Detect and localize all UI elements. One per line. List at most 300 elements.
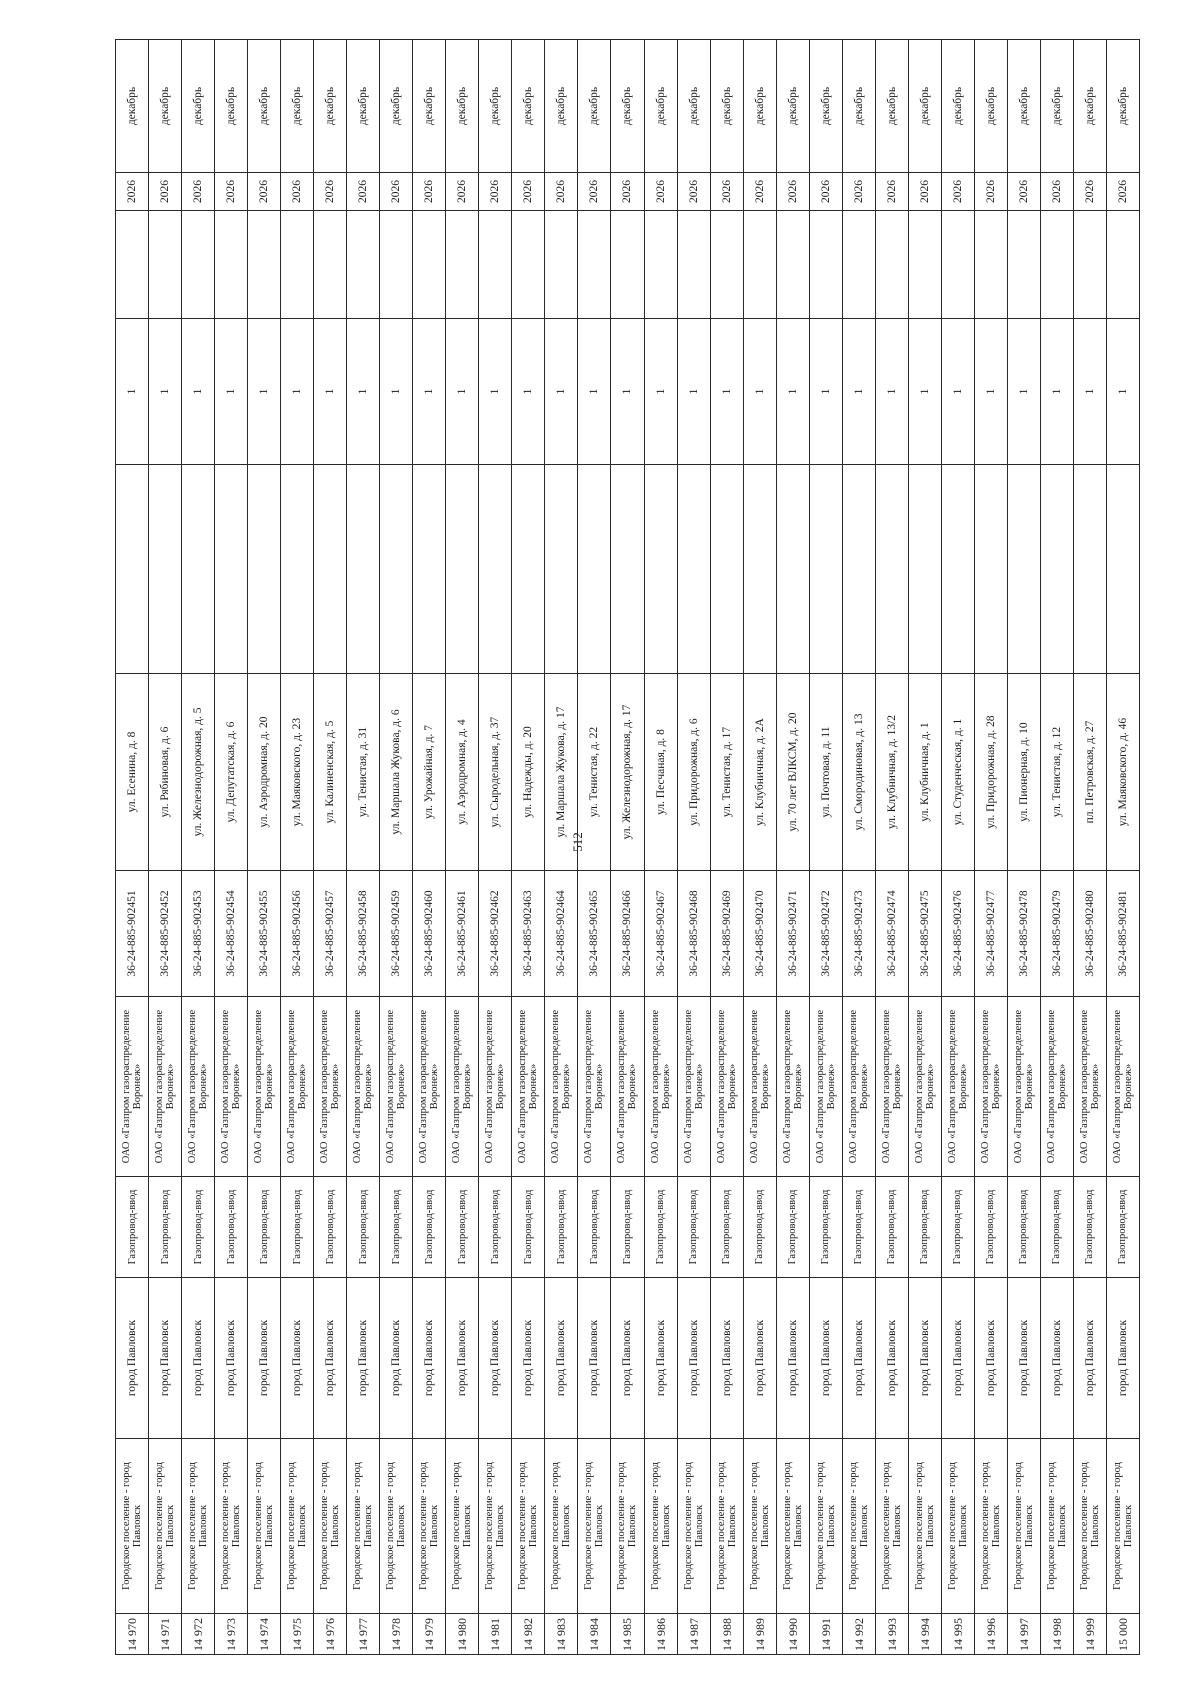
quantity-cell: 1 <box>413 319 446 465</box>
locality-cell: город Павловск <box>1106 1278 1139 1439</box>
year-cell: 2026 <box>413 173 446 211</box>
address-cell: ул. Пионерная, д. 10 <box>1007 674 1040 871</box>
object-type-cell: Газопровод-ввод <box>875 1177 908 1278</box>
object-type-cell: Газопровод-ввод <box>1007 1177 1040 1278</box>
settlement-cell: Городское поселение - город Павловск <box>677 1439 710 1614</box>
owner-cell: ОАО «Газпром газораспределение Воронеж» <box>182 997 215 1177</box>
month-cell: декабрь <box>248 40 281 173</box>
locality-cell: город Павловск <box>974 1278 1007 1439</box>
object-code-cell: 36-24-885-902475 <box>908 871 941 997</box>
year-cell: 2026 <box>314 173 347 211</box>
gas-inputs-table <box>115 39 1140 1655</box>
row-number: 14 973 <box>215 1614 248 1655</box>
empty-cell <box>149 465 182 674</box>
settlement-cell: Городское поселение - город Павловск <box>281 1439 314 1614</box>
settlement-cell: Городское поселение - город Павловск <box>149 1439 182 1614</box>
quantity-cell: 1 <box>380 319 413 465</box>
empty-cell <box>644 465 677 674</box>
quantity-cell: 1 <box>743 319 776 465</box>
year-cell: 2026 <box>182 173 215 211</box>
year-cell: 2026 <box>611 173 644 211</box>
owner-cell: ОАО «Газпром газораспределение Воронеж» <box>677 997 710 1177</box>
object-code-cell: 36-24-885-902472 <box>809 871 842 997</box>
locality-cell: город Павловск <box>149 1278 182 1439</box>
empty-cell <box>215 211 248 319</box>
year-cell: 2026 <box>1106 173 1139 211</box>
quantity-cell: 1 <box>545 319 578 465</box>
locality-cell: город Павловск <box>743 1278 776 1439</box>
object-code-cell: 36-24-885-902461 <box>446 871 479 997</box>
row-number: 15 000 <box>1106 1614 1139 1655</box>
month-cell: декабрь <box>578 40 611 173</box>
object-code-cell: 36-24-885-902458 <box>347 871 380 997</box>
object-code-cell: 36-24-885-902469 <box>710 871 743 997</box>
empty-cell <box>182 465 215 674</box>
row-number: 14 990 <box>776 1614 809 1655</box>
object-type-cell: Газопровод-ввод <box>314 1177 347 1278</box>
object-type-cell: Газопровод-ввод <box>677 1177 710 1278</box>
year-cell: 2026 <box>545 173 578 211</box>
object-code-cell: 36-24-885-902464 <box>545 871 578 997</box>
empty-cell <box>281 211 314 319</box>
object-type-cell: Газопровод-ввод <box>281 1177 314 1278</box>
month-cell: декабрь <box>314 40 347 173</box>
empty-cell <box>314 211 347 319</box>
row-number: 14 993 <box>875 1614 908 1655</box>
month-cell: декабрь <box>611 40 644 173</box>
empty-cell <box>347 465 380 674</box>
address-cell: ул. Есенина, д. 8 <box>116 674 149 871</box>
table-row <box>1040 40 1073 1655</box>
empty-cell <box>347 211 380 319</box>
table-row <box>215 40 248 1655</box>
year-cell: 2026 <box>1007 173 1040 211</box>
object-code-cell: 36-24-885-902462 <box>479 871 512 997</box>
table-row <box>743 40 776 1655</box>
empty-cell <box>413 465 446 674</box>
quantity-cell: 1 <box>908 319 941 465</box>
object-type-cell: Газопровод-ввод <box>908 1177 941 1278</box>
month-cell: декабрь <box>512 40 545 173</box>
empty-cell <box>446 465 479 674</box>
locality-cell: город Павловск <box>1040 1278 1073 1439</box>
locality-cell: город Павловск <box>776 1278 809 1439</box>
object-code-cell: 36-24-885-902467 <box>644 871 677 997</box>
row-number: 14 984 <box>578 1614 611 1655</box>
settlement-cell: Городское поселение - город Павловск <box>1106 1439 1139 1614</box>
month-cell: декабрь <box>677 40 710 173</box>
table-row <box>149 40 182 1655</box>
quantity-cell: 1 <box>776 319 809 465</box>
row-number: 14 986 <box>644 1614 677 1655</box>
object-code-cell: 36-24-885-902480 <box>1073 871 1106 997</box>
table-row <box>875 40 908 1655</box>
address-cell: ул. Маяковского, д. 46 <box>1106 674 1139 871</box>
owner-cell: ОАО «Газпром газораспределение Воронеж» <box>281 997 314 1177</box>
table-row <box>116 40 149 1655</box>
empty-cell <box>281 465 314 674</box>
object-type-cell: Газопровод-ввод <box>611 1177 644 1278</box>
address-cell: ул. Почтовая, д. 11 <box>809 674 842 871</box>
object-type-cell: Газопровод-ввод <box>1073 1177 1106 1278</box>
object-code-cell: 36-24-885-902481 <box>1106 871 1139 997</box>
owner-cell: ОАО «Газпром газораспределение Воронеж» <box>413 997 446 1177</box>
locality-cell: город Павловск <box>248 1278 281 1439</box>
address-cell: ул. Клубничная, д. 13/2 <box>875 674 908 871</box>
empty-cell <box>842 465 875 674</box>
row-number: 14 991 <box>809 1614 842 1655</box>
table-row <box>347 40 380 1655</box>
empty-cell <box>578 211 611 319</box>
empty-cell <box>116 465 149 674</box>
empty-cell <box>677 465 710 674</box>
year-cell: 2026 <box>1040 173 1073 211</box>
object-code-cell: 36-24-885-902453 <box>182 871 215 997</box>
settlement-cell: Городское поселение - город Павловск <box>512 1439 545 1614</box>
owner-cell: ОАО «Газпром газораспределение Воронеж» <box>1007 997 1040 1177</box>
object-code-cell: 36-24-885-902479 <box>1040 871 1073 997</box>
month-cell: декабрь <box>809 40 842 173</box>
quantity-cell: 1 <box>182 319 215 465</box>
row-number: 14 997 <box>1007 1614 1040 1655</box>
locality-cell: город Павловск <box>314 1278 347 1439</box>
year-cell: 2026 <box>644 173 677 211</box>
quantity-cell: 1 <box>677 319 710 465</box>
quantity-cell: 1 <box>314 319 347 465</box>
empty-cell <box>314 465 347 674</box>
table-row <box>281 40 314 1655</box>
year-cell: 2026 <box>281 173 314 211</box>
month-cell: декабрь <box>446 40 479 173</box>
empty-cell <box>380 465 413 674</box>
rotated-table-container <box>115 40 1140 1655</box>
owner-cell: ОАО «Газпром газораспределение Воронеж» <box>710 997 743 1177</box>
object-type-cell: Газопровод-ввод <box>116 1177 149 1278</box>
empty-cell <box>1007 465 1040 674</box>
quantity-cell: 1 <box>479 319 512 465</box>
empty-cell <box>743 465 776 674</box>
settlement-cell: Городское поселение - город Павловск <box>380 1439 413 1614</box>
empty-cell <box>743 211 776 319</box>
object-code-cell: 36-24-885-902452 <box>149 871 182 997</box>
address-cell: ул. Урожайная, д. 7 <box>413 674 446 871</box>
table-row <box>512 40 545 1655</box>
address-cell: ул. Маяковского, д. 23 <box>281 674 314 871</box>
empty-cell <box>1106 211 1139 319</box>
row-number: 14 970 <box>116 1614 149 1655</box>
object-type-cell: Газопровод-ввод <box>743 1177 776 1278</box>
locality-cell: город Павловск <box>545 1278 578 1439</box>
empty-cell <box>149 211 182 319</box>
empty-cell <box>1007 211 1040 319</box>
quantity-cell: 1 <box>446 319 479 465</box>
address-cell: ул. Тенистая, д. 22 <box>578 674 611 871</box>
owner-cell: ОАО «Газпром газораспределение Воронеж» <box>347 997 380 1177</box>
address-cell: ул. Сыродельная, д. 37 <box>479 674 512 871</box>
year-cell: 2026 <box>1073 173 1106 211</box>
address-cell: ул. Рябиновая, д. 6 <box>149 674 182 871</box>
object-type-cell: Газопровод-ввод <box>215 1177 248 1278</box>
row-number: 14 972 <box>182 1614 215 1655</box>
row-number: 14 977 <box>347 1614 380 1655</box>
month-cell: декабрь <box>413 40 446 173</box>
settlement-cell: Городское поселение - город Павловск <box>743 1439 776 1614</box>
year-cell: 2026 <box>743 173 776 211</box>
month-cell: декабрь <box>149 40 182 173</box>
empty-cell <box>941 465 974 674</box>
row-number: 14 978 <box>380 1614 413 1655</box>
object-code-cell: 36-24-885-902474 <box>875 871 908 997</box>
owner-cell: ОАО «Газпром газораспределение Воронеж» <box>578 997 611 1177</box>
owner-cell: ОАО «Газпром газораспределение Воронеж» <box>545 997 578 1177</box>
table-row <box>710 40 743 1655</box>
row-number: 14 975 <box>281 1614 314 1655</box>
object-type-cell: Газопровод-ввод <box>347 1177 380 1278</box>
settlement-cell: Городское поселение - город Павловск <box>644 1439 677 1614</box>
object-type-cell: Газопровод-ввод <box>578 1177 611 1278</box>
settlement-cell: Городское поселение - город Павловск <box>116 1439 149 1614</box>
object-type-cell: Газопровод-ввод <box>380 1177 413 1278</box>
year-cell: 2026 <box>479 173 512 211</box>
year-cell: 2026 <box>710 173 743 211</box>
owner-cell: ОАО «Газпром газораспределение Воронеж» <box>941 997 974 1177</box>
empty-cell <box>380 211 413 319</box>
settlement-cell: Городское поселение - город Павловск <box>875 1439 908 1614</box>
empty-cell <box>578 465 611 674</box>
object-type-cell: Газопровод-ввод <box>974 1177 1007 1278</box>
address-cell: ул. Маршала Жукова, д. 17 <box>545 674 578 871</box>
empty-cell <box>842 211 875 319</box>
year-cell: 2026 <box>248 173 281 211</box>
object-type-cell: Газопровод-ввод <box>1040 1177 1073 1278</box>
locality-cell: город Павловск <box>347 1278 380 1439</box>
month-cell: декабрь <box>1106 40 1139 173</box>
empty-cell <box>809 465 842 674</box>
empty-cell <box>941 211 974 319</box>
settlement-cell: Городское поселение - город Павловск <box>809 1439 842 1614</box>
locality-cell: город Павловск <box>479 1278 512 1439</box>
month-cell: декабрь <box>380 40 413 173</box>
object-code-cell: 36-24-885-902477 <box>974 871 1007 997</box>
empty-cell <box>677 211 710 319</box>
owner-cell: ОАО «Газпром газораспределение Воронеж» <box>314 997 347 1177</box>
quantity-cell: 1 <box>875 319 908 465</box>
object-type-cell: Газопровод-ввод <box>512 1177 545 1278</box>
address-cell: ул. Клубничная, д. 2А <box>743 674 776 871</box>
locality-cell: город Павловск <box>908 1278 941 1439</box>
quantity-cell: 1 <box>974 319 1007 465</box>
empty-cell <box>545 465 578 674</box>
month-cell: декабрь <box>182 40 215 173</box>
year-cell: 2026 <box>842 173 875 211</box>
year-cell: 2026 <box>512 173 545 211</box>
quantity-cell: 1 <box>281 319 314 465</box>
table-row <box>677 40 710 1655</box>
table-row <box>908 40 941 1655</box>
owner-cell: ОАО «Газпром газораспределение Воронеж» <box>479 997 512 1177</box>
settlement-cell: Городское поселение - город Павловск <box>413 1439 446 1614</box>
table-row <box>809 40 842 1655</box>
owner-cell: ОАО «Газпром газораспределение Воронеж» <box>446 997 479 1177</box>
settlement-cell: Городское поселение - город Павловск <box>1040 1439 1073 1614</box>
empty-cell <box>875 211 908 319</box>
table-row <box>545 40 578 1655</box>
month-cell: декабрь <box>1007 40 1040 173</box>
object-type-cell: Газопровод-ввод <box>1106 1177 1139 1278</box>
empty-cell <box>545 211 578 319</box>
settlement-cell: Городское поселение - город Павловск <box>941 1439 974 1614</box>
empty-cell <box>1073 465 1106 674</box>
owner-cell: ОАО «Газпром газораспределение Воронеж» <box>644 997 677 1177</box>
quantity-cell: 1 <box>941 319 974 465</box>
settlement-cell: Городское поселение - город Павловск <box>908 1439 941 1614</box>
owner-cell: ОАО «Газпром газораспределение Воронеж» <box>380 997 413 1177</box>
empty-cell <box>446 211 479 319</box>
quantity-cell: 1 <box>842 319 875 465</box>
year-cell: 2026 <box>809 173 842 211</box>
row-number: 14 992 <box>842 1614 875 1655</box>
empty-cell <box>512 465 545 674</box>
address-cell: ул. Калиненская, д. 5 <box>314 674 347 871</box>
settlement-cell: Городское поселение - город Павловск <box>776 1439 809 1614</box>
row-number: 14 971 <box>149 1614 182 1655</box>
quantity-cell: 1 <box>1040 319 1073 465</box>
locality-cell: город Павловск <box>578 1278 611 1439</box>
settlement-cell: Городское поселение - город Павловск <box>842 1439 875 1614</box>
year-cell: 2026 <box>149 173 182 211</box>
empty-cell <box>809 211 842 319</box>
year-cell: 2026 <box>578 173 611 211</box>
year-cell: 2026 <box>215 173 248 211</box>
table-row <box>842 40 875 1655</box>
locality-cell: город Павловск <box>941 1278 974 1439</box>
object-code-cell: 36-24-885-902454 <box>215 871 248 997</box>
row-number: 14 985 <box>611 1614 644 1655</box>
empty-cell <box>908 211 941 319</box>
address-cell: ул. Маршала Жукова, д. 6 <box>380 674 413 871</box>
row-number: 14 994 <box>908 1614 941 1655</box>
object-code-cell: 36-24-885-902476 <box>941 871 974 997</box>
owner-cell: ОАО «Газпром газораспределение Воронеж» <box>1040 997 1073 1177</box>
table-row <box>1073 40 1106 1655</box>
table-row <box>776 40 809 1655</box>
settlement-cell: Городское поселение - город Павловск <box>314 1439 347 1614</box>
year-cell: 2026 <box>380 173 413 211</box>
owner-cell: ОАО «Газпром газораспределение Воронеж» <box>974 997 1007 1177</box>
settlement-cell: Городское поселение - город Павловск <box>545 1439 578 1614</box>
row-number: 14 976 <box>314 1614 347 1655</box>
quantity-cell: 1 <box>644 319 677 465</box>
object-type-cell: Газопровод-ввод <box>413 1177 446 1278</box>
row-number: 14 982 <box>512 1614 545 1655</box>
locality-cell: город Павловск <box>611 1278 644 1439</box>
month-cell: декабрь <box>743 40 776 173</box>
address-cell: ул. Депутатская, д. 6 <box>215 674 248 871</box>
locality-cell: город Павловск <box>842 1278 875 1439</box>
locality-cell: город Павловск <box>875 1278 908 1439</box>
empty-cell <box>875 465 908 674</box>
row-number: 14 988 <box>710 1614 743 1655</box>
quantity-cell: 1 <box>215 319 248 465</box>
empty-cell <box>611 465 644 674</box>
owner-cell: ОАО «Газпром газораспределение Воронеж» <box>908 997 941 1177</box>
address-cell: ул. Придорожная, д. 6 <box>677 674 710 871</box>
month-cell: декабрь <box>908 40 941 173</box>
address-cell: ул. Аэродромная, д. 4 <box>446 674 479 871</box>
owner-cell: ОАО «Газпром газораспределение Воронеж» <box>116 997 149 1177</box>
year-cell: 2026 <box>875 173 908 211</box>
object-type-cell: Газопровод-ввод <box>776 1177 809 1278</box>
locality-cell: город Павловск <box>215 1278 248 1439</box>
settlement-cell: Городское поселение - город Павловск <box>347 1439 380 1614</box>
page-number: 512 <box>570 832 585 852</box>
year-cell: 2026 <box>347 173 380 211</box>
quantity-cell: 1 <box>710 319 743 465</box>
settlement-cell: Городское поселение - город Павловск <box>182 1439 215 1614</box>
month-cell: декабрь <box>1073 40 1106 173</box>
owner-cell: ОАО «Газпром газораспределение Воронеж» <box>215 997 248 1177</box>
empty-cell <box>1073 211 1106 319</box>
year-cell: 2026 <box>908 173 941 211</box>
locality-cell: город Павловск <box>1007 1278 1040 1439</box>
row-number: 14 987 <box>677 1614 710 1655</box>
owner-cell: ОАО «Газпром газораспределение Воронеж» <box>776 997 809 1177</box>
row-number: 14 989 <box>743 1614 776 1655</box>
month-cell: декабрь <box>710 40 743 173</box>
table-row <box>974 40 1007 1655</box>
settlement-cell: Городское поселение - город Павловск <box>578 1439 611 1614</box>
locality-cell: город Павловск <box>644 1278 677 1439</box>
quantity-cell: 1 <box>512 319 545 465</box>
owner-cell: ОАО «Газпром газораспределение Воронеж» <box>248 997 281 1177</box>
month-cell: декабрь <box>347 40 380 173</box>
month-cell: декабрь <box>941 40 974 173</box>
quantity-cell: 1 <box>116 319 149 465</box>
year-cell: 2026 <box>677 173 710 211</box>
object-type-cell: Газопровод-ввод <box>446 1177 479 1278</box>
settlement-cell: Городское поселение - город Павловск <box>446 1439 479 1614</box>
address-cell: ул. 70 лет ВЛКСМ, д. 20 <box>776 674 809 871</box>
table-row <box>413 40 446 1655</box>
settlement-cell: Городское поселение - город Павловск <box>215 1439 248 1614</box>
empty-cell <box>182 211 215 319</box>
year-cell: 2026 <box>974 173 1007 211</box>
quantity-cell: 1 <box>611 319 644 465</box>
owner-cell: ОАО «Газпром газораспределение Воронеж» <box>149 997 182 1177</box>
object-code-cell: 36-24-885-902466 <box>611 871 644 997</box>
quantity-cell: 1 <box>1073 319 1106 465</box>
address-cell: ул. Песчаная, д. 8 <box>644 674 677 871</box>
object-code-cell: 36-24-885-902460 <box>413 871 446 997</box>
address-cell: ул. Клубничная, д. 1 <box>908 674 941 871</box>
month-cell: декабрь <box>215 40 248 173</box>
empty-cell <box>611 211 644 319</box>
quantity-cell: 1 <box>1106 319 1139 465</box>
row-number: 14 979 <box>413 1614 446 1655</box>
quantity-cell: 1 <box>809 319 842 465</box>
year-cell: 2026 <box>116 173 149 211</box>
table-row <box>1106 40 1139 1655</box>
table-row <box>1007 40 1040 1655</box>
address-cell: ул. Железнодорожная, д. 5 <box>182 674 215 871</box>
locality-cell: город Павловск <box>413 1278 446 1439</box>
locality-cell: город Павловск <box>446 1278 479 1439</box>
settlement-cell: Городское поселение - город Павловск <box>710 1439 743 1614</box>
month-cell: декабрь <box>1040 40 1073 173</box>
settlement-cell: Городское поселение - город Павловск <box>1073 1439 1106 1614</box>
row-number: 14 995 <box>941 1614 974 1655</box>
table-row <box>314 40 347 1655</box>
